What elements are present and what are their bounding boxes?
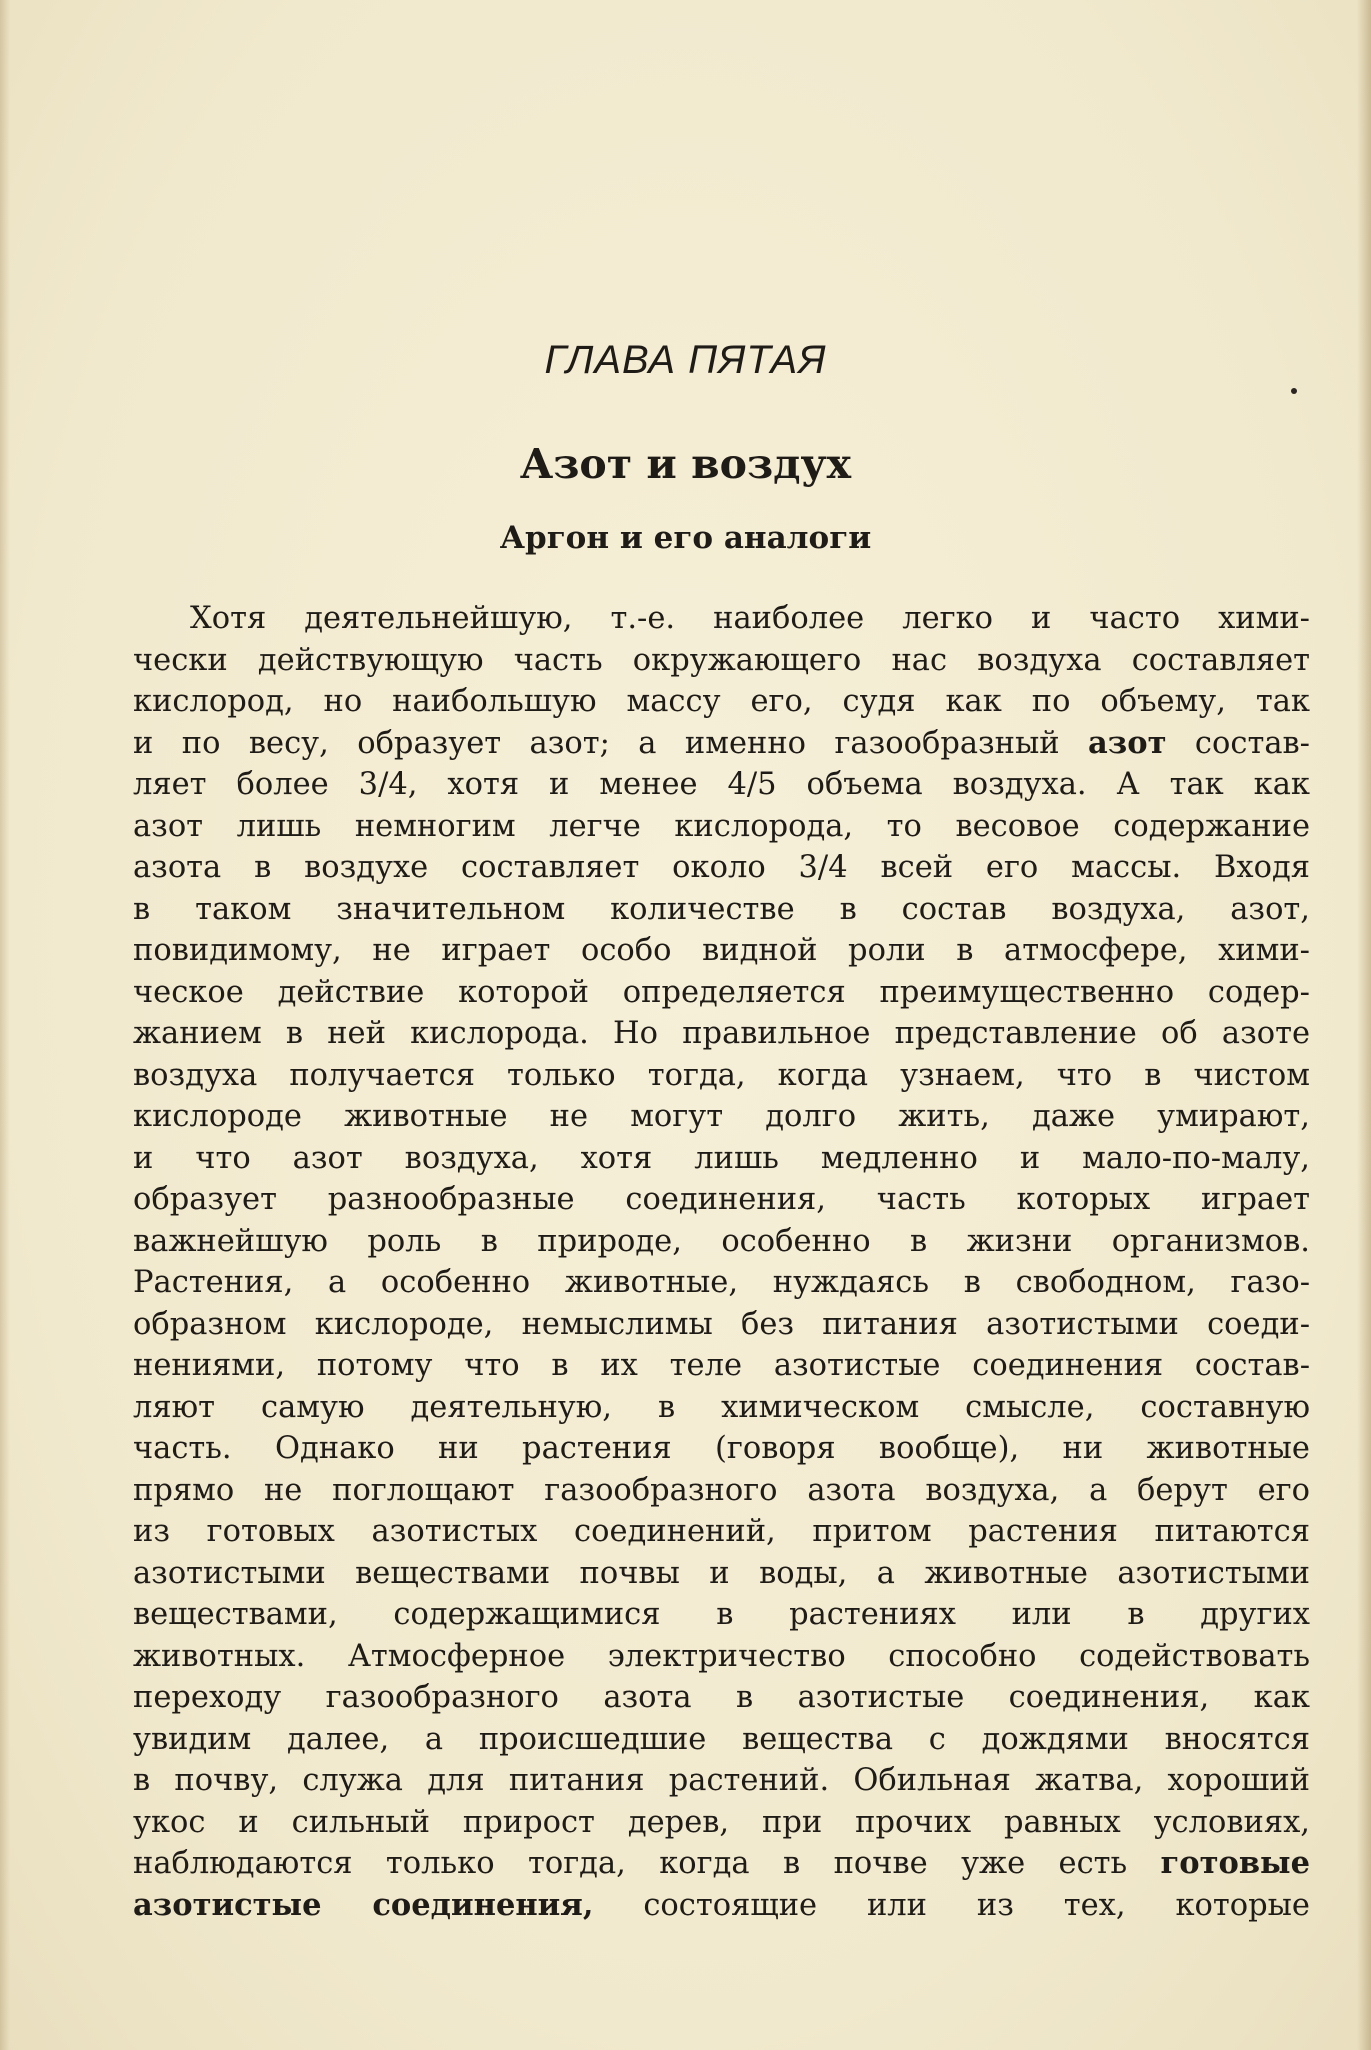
text-line	[133, 723, 1310, 765]
text-line: чески действующую часть окружающего нас воздуха составляет	[133, 642, 1310, 678]
text-line: ляет более 3/4, хотя и менее 4/5 объема воздуха. А так как	[133, 767, 1310, 802]
text-segment: состав-	[1166, 725, 1310, 761]
text-line: образном кислороде, немыслимы без питания азотистыми соеди-	[133, 1306, 1310, 1342]
chapter-title: Азот и воздух	[519, 440, 852, 488]
text-segment: состоящие или из тех, которые	[593, 1887, 1310, 1923]
emphasis-term: азот	[1088, 724, 1167, 761]
text-line: в таком значительном количестве в состав воздуха, азот,	[133, 891, 1310, 927]
text-line: ческое действие которой определяется преимущественно содер-	[133, 974, 1310, 1010]
text-line: азотистыми веществами почвы и воды, а животные азотистыми	[133, 1555, 1310, 1591]
text-line	[133, 1843, 1310, 1885]
text-line: азота в воздухе составляет около 3/4 всей его массы. Входя	[133, 850, 1310, 885]
text-line: кислороде животные не могут долго жить, даже умирают,	[133, 1099, 1310, 1134]
text-line: прямо не поглощают газообразного азота воздуха, а берут его	[133, 1472, 1310, 1508]
emphasis-term: азотистые соединения,	[133, 1886, 594, 1923]
text-line: животных. Атмосферное электричество способно содействовать	[133, 1638, 1310, 1674]
text-line: кислород, но наибольшую массу его, судя как по объему, так	[133, 684, 1310, 719]
text-segment: и по весу, образует азот; а именно газообразный	[133, 725, 1089, 761]
text-line: нениями, потому что в их теле азотистые соединения состав-	[133, 1348, 1310, 1383]
text-line: и что азот воздуха, хотя лишь медленно и мало-по-малу,	[133, 1140, 1310, 1176]
text-line: в почву, служа для питания растений. Обильная жатва, хороший	[133, 1763, 1310, 1798]
text-line: образует разнообразные соединения, часть которых играет	[133, 1182, 1310, 1217]
text-line: часть. Однако ни растения (говоря вообще), ни животные	[133, 1431, 1310, 1466]
chapter-heading: ГЛАВА ПЯТАЯ	[544, 338, 827, 382]
text-line	[133, 1885, 1310, 1927]
body-paragraph	[133, 598, 1310, 1926]
text-line: ляют самую деятельную, в химическом смысле, составную	[133, 1389, 1310, 1425]
text-segment: наблюдаются только тогда, когда в почве уже есть	[133, 1846, 1161, 1881]
print-speck	[1291, 388, 1297, 394]
text-line: воздуха получается только тогда, когда узнаем, что в чистом	[133, 1057, 1310, 1093]
emphasis-term: готовые	[1160, 1845, 1310, 1881]
text-line: повидимому, не играет особо видной роли в атмосфере, хими-	[133, 933, 1310, 968]
text-line: укос и сильный прирост дерев, при прочих равных условиях,	[133, 1804, 1310, 1840]
page-edge-left	[0, 0, 10, 2050]
text-line: азот лишь немногим легче кислорода, то весовое содержание	[133, 808, 1310, 844]
text-line: веществами, содержащимися в растениях или в других	[133, 1597, 1310, 1632]
text-line: из готовых азотистых соединений, притом растения питаются	[133, 1514, 1310, 1549]
section-subtitle: Аргон и его аналоги	[499, 520, 872, 556]
text-line: Хотя деятельнейшую, т.-е. наиболее легко и часто хими-	[190, 601, 1310, 636]
text-line: важнейшую роль в природе, особенно в жизни организмов.	[133, 1223, 1310, 1259]
page-edge-right	[1357, 0, 1371, 2050]
text-line: жанием в ней кислорода. Но правильное представление об азоте	[133, 1016, 1310, 1051]
text-line: переходу газообразного азота в азотистые соединения, как	[133, 1680, 1310, 1715]
text-line: увидим далее, а происшедшие вещества с дождями вносятся	[133, 1721, 1310, 1757]
text-line: Растения, а особенно животные, нуждаясь в свободном, газо-	[133, 1265, 1310, 1300]
